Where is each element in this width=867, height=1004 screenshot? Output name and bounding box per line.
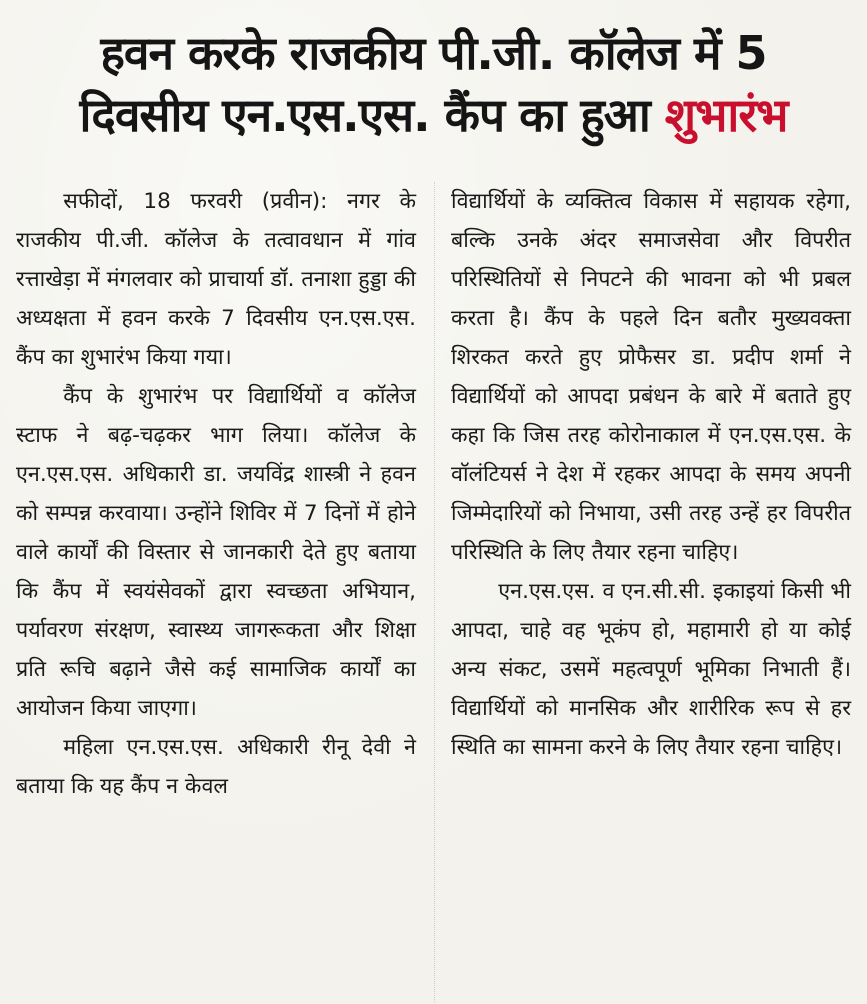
paragraph: कैंप के शुभारंभ पर विद्यार्थियों व कॉलेज स्टाफ ने बढ़-चढ़कर भाग लिया। कॉलेज के एन.एस.एस. अधिकारी डा. जयविंद्र शास्त्री ने हवन को सम्पन्न करवाया। उन्होंने शिविर में 7 दिनों में होने वाले कार्यों की विस्तार से जानकारी देते हुए बताया कि कैंप में स्वयंसेवकों द्वारा स्वच्छता अभियान, पर्यावरण संरक्षण, स्वास्थ्य जागरूकता और शिक्षा प्रति रूचि बढ़ाने जैसे कई सामाजिक कार्यों का आयोजन किया जाएगा।: [16, 384, 416, 721]
article-body: [16, 182, 851, 806]
paragraph: विद्यार्थियों के व्यक्तित्व विकास में सहायक रहेगा, बल्कि उनके अंदर समाजसेवा और विपरीत परिस्थितियों से निपटने की भावना को भी प्रबल करता है। कैंप के पहले दिन बतौर मुख्यवक्ता शिरकत करते हुए प्रोफैसर डा. प्रदीप शर्मा ने विद्यार्थियों को आपदा प्रबंधन के बारे में बताते हुए कहा कि जिस तरह कोरोनाकाल में एन.एस.एस. के वॉलंटियर्स ने देश में रहकर आपदा के समय अपनी जिम्मेदारियों को निभाया, उसी तरह उन्हें हर विपरीत परिस्थिति के लिए तैयार रहना चाहिए।: [451, 189, 851, 565]
paragraph: एन.एस.एस. व एन.सी.सी. इकाइयां किसी भी आपदा, चाहे वह भूकंप हो, महामारी हो या कोई अन्य संकट, उसमें महत्वपूर्ण भूमिका निभाती हैं। विद्यार्थियों को मानसिक और शारीरिक रूप से हर स्थिति का सामना करने के लिए तैयार रहना चाहिए।: [451, 579, 851, 760]
headline-line-2: [16, 84, 851, 146]
paragraph: महिला एन.एस.एस. अधिकारी रीनू देवी ने बताया कि यह कैंप न केवल: [16, 735, 416, 799]
headline-line-1: हवन करके राजकीय पी.जी. कॉलेज में 5: [100, 26, 767, 80]
headline-line-2-main: दिवसीय एन.एस.एस. कैंप का हुआ: [79, 88, 650, 142]
paragraph: सफीदों, 18 फरवरी (प्रवीन): नगर के राजकीय पी.जी. कॉलेज के तत्वावधान में गांव रत्ताखेड़ा में मंगलवार को प्राचार्या डॉ. तनाशा हुड्डा की अध्यक्षता में हवन करके 7 दिवसीय एन.एस.एस. कैंप का शुभारंभ किया गया।: [16, 189, 416, 370]
right-column: [451, 182, 851, 806]
headline-highlight-word: शुभारंभ: [664, 88, 788, 142]
headline: [16, 22, 851, 146]
left-column: [16, 182, 416, 806]
